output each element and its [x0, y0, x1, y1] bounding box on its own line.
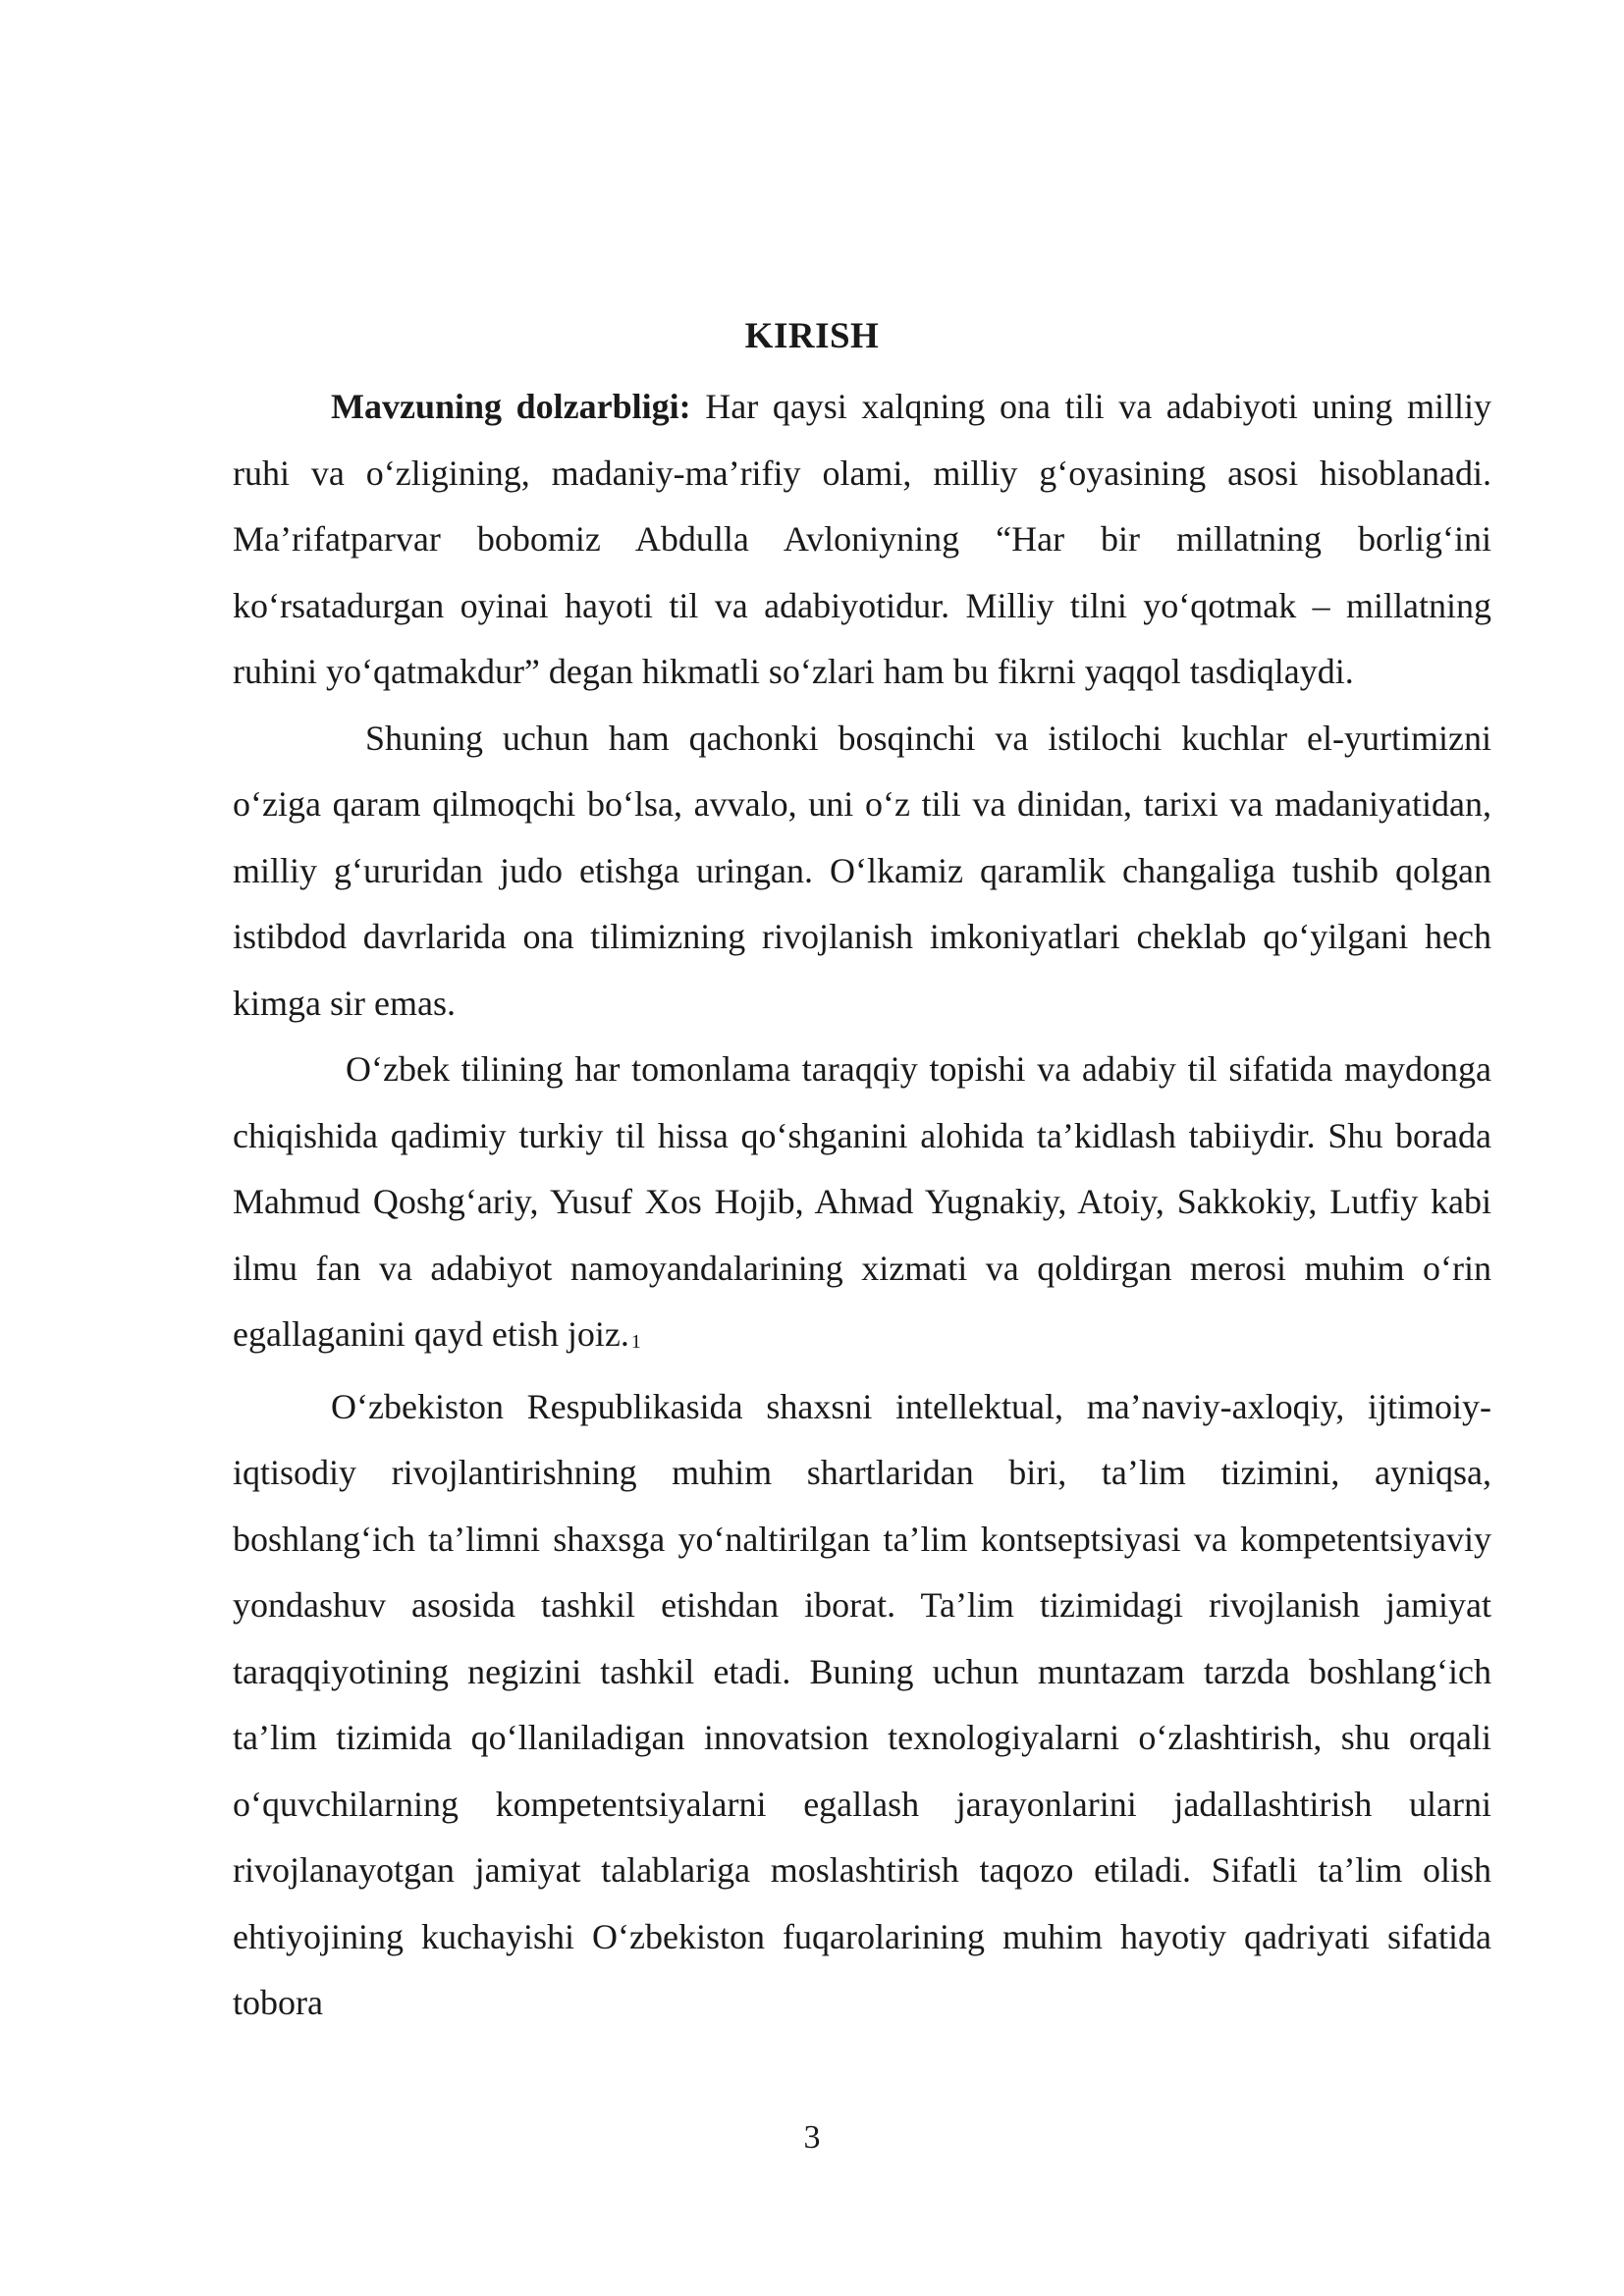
page-number: 3 — [803, 2119, 821, 2156]
paragraph-3 — [233, 1037, 1491, 1374]
paragraph-1-text: Har qaysi xalqning ona tili va adabiyoti uning milliy ruhi va o‘zligining, madaniy-ma’rifiy olami, milliy g‘oyasining asosi hisoblanadi. Ma’rifatparvar bobomiz Abdulla Avloniyning “Har bir millatning borlig‘ini ko‘rsatadurgan oyinai hayoti til va adabiyotidur. Milliy tilni yo‘qotmak – millatning ruhini yo‘qatmakdur” degan hikmatli so‘zlari ham bu fikrni yaqqol tasdiqlaydi. — [233, 387, 1491, 691]
paragraph-2: Shuning uchun ham qachonki bosqinchi va istilochi kuchlar el-yurtimizni o‘ziga qaram qilmoqchi bo‘lsa, avvalo, uni o‘z tili va dinidan, tarixi va madaniyatidan, milliy g‘ururidan judo etishga uringan. O‘lkamiz qaramlik changaliga tushib qolgan istibdod davrlarida ona tilimizning rivojlanish imkoniyatlari cheklab qo‘yilgani hech kimga sir emas. — [233, 718, 1491, 1023]
paragraph-1 — [233, 374, 1491, 706]
paragraph-4: O‘zbekiston Respublikasida shaxsni intellektual, ma’naviy-axloqiy, ijtimoiy-iqtisodiy rivojlantirishning muhim shartlaridan biri, ta’lim tizimini, ayniqsa, boshlang‘ich ta’limni shaxsga yo‘naltirilgan ta’lim kontseptsiyasi va kompetentsiyaviy yondashuv asosida tashkil etishdan iborat. Ta’lim tizimidagi rivojlanish jamiyat taraqqiyotining negizini tashkil etadi. Buning uchun muntazam tarzda boshlang‘ich ta’lim tizimida qo‘llaniladigan innovatsion texnologiyalarni o‘zlashtirish, shu orqali o‘quvchilarning kompetentsiyalarni egallash jarayonlarini jadallashtirish ularni rivojlanayotgan jamiyat talablariga moslashtirish taqozo etiladi. Sifatli ta’lim olish ehtiyojining kuchayishi O‘zbekiston fuqarolarining muhim hayotiy qadriyati sifatida tobora — [233, 1386, 1491, 2022]
paragraph-3-text: O‘zbek tilining har tomonlama taraqqiy topishi va adabiy til sifatida maydonga chiqishida qadimiy turkiy til hissa qo‘shganini alohida ta’kidlash tabiiydir. Shu borada Mahmud Qoshg‘ariy, Yusuf Xos Hojib, Ahмad Yugnakiy, Atoiy, Sakkokiy, Lutfiy kabi ilmu fan va adabiyot namoyandalarining xizmati va qoldirgan merosi muhim o‘rin egallaganini qayd etish joiz. — [233, 1049, 1491, 1354]
body-text — [233, 374, 1491, 2037]
footnote-marker: 1 — [630, 1331, 641, 1353]
lead-label: Mavzuning dolzarbligi: — [331, 387, 691, 426]
section-heading: KIRISH — [744, 316, 880, 356]
